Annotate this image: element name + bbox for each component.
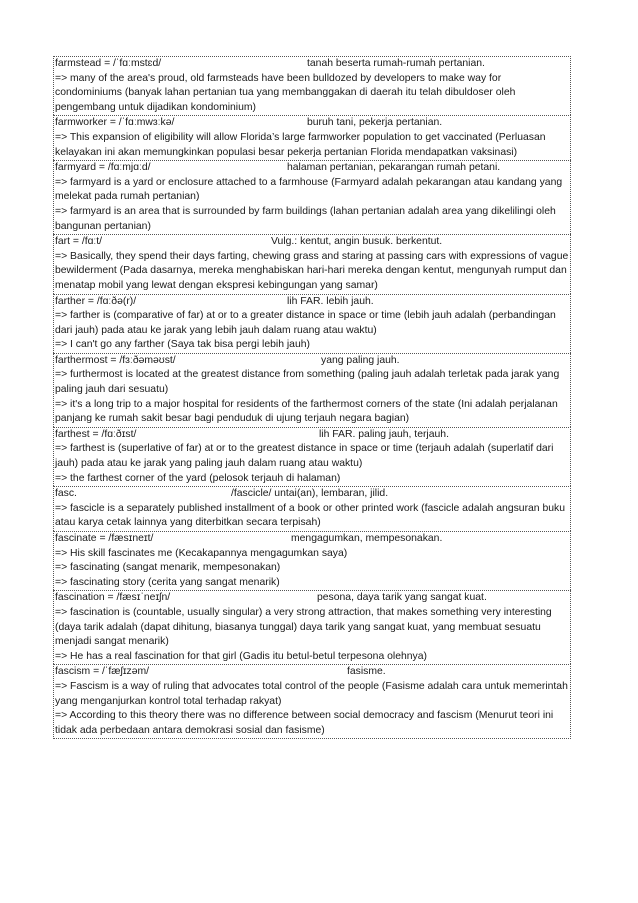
meaning: fasisme. [347,666,386,678]
dictionary-entry [53,664,571,739]
example-sentence: => farmyard is an area that is surrounded by farm buildings (lahan pertanian adalah area yang dikelilingi oleh bangunan pertanian) [55,205,556,232]
dictionary-entry [53,294,571,353]
meaning: lih FAR. lebih jauh. [287,295,374,307]
headword: fart = /fɑːt/ [55,236,103,248]
entry-header [55,57,569,72]
example-sentence: => farmyard is a yard or enclosure attached to a farmhouse (Farmyard adalah pekarangan atau kandang yang melekat pada rumah pertanian) [55,176,563,203]
entry-header [55,354,569,369]
example-sentence: => Fascism is a way of ruling that advocates total control of the people (Fasisme adalah cara untuk memerintah yang menganjurkan kontrol total terhadap rakyat) [55,680,568,707]
example-sentence: => This expansion of eligibility will allow Florida’s large farmworker population to get vaccinated (Perluasan kelayakan ini akan memungkinkan populasi besar pekerja pertanian Florida mendapatkan vaksinasi) [55,131,546,158]
headword: farmyard = /fɑːmjɑːd/ [55,162,151,174]
entry-header [55,235,569,250]
dictionary-entry [53,353,571,427]
example-sentence: => many of the area's proud, old farmsteads have been bulldozed by developers to make way for condominiums (banyak lahan pertanian tua yang membanggakan di daerah itu telah dibuldoser oleh pengembang untuk dijadikan kondominium) [55,72,516,113]
headword: fascination = /fæsɪˈneɪʃn/ [55,592,171,604]
example-sentence: => I can't go any farther (Saya tak bisa pergi lebih jauh) [55,339,310,351]
headword: farthest = /fɑːðɪst/ [55,428,137,440]
meaning: lih FAR. paling jauh, terjauh. [319,428,449,440]
example-sentence: => Basically, they spend their days farting, chewing grass and staring at passing cars with expressions of vague bewilderment (Pada dasarnya, mereka menghabiskan hari-hari mereka dengan kentut, mengunyah rumput dan menatap mobil yang lewat dengan ekspresi kebingungan yang samar) [55,250,569,291]
dictionary-page [53,56,571,739]
example-sentence: => furthermost is located at the greatest distance from something (paling jauh adalah terletak pada jarak yang paling jauh dari sesuatu) [55,369,560,396]
example-sentence: => According to this theory there was no difference between social democracy and fascism (Menurut teori ini tidak ada perbedaan antara demokrasi sosial dan fasisme) [55,710,554,736]
headword: farther = /fɑːðə(r)/ [55,295,137,307]
meaning: buruh tani, pekerja pertanian. [307,117,443,129]
example-sentence: => He has a real fascination for that girl (Gadis itu betul-betul terpesona olehnya) [55,650,427,662]
entry-header [55,487,569,502]
headword: farthermost = /fɜːðəməʊst/ [55,354,176,366]
entry-header [55,591,569,606]
meaning: mengagumkan, mempesonakan. [291,533,443,544]
example-sentence: => it's a long trip to a major hospital for residents of the farthermost corners of the state (Ini adalah perjalanan panjang ke rumah sakit besar bagi penduduk di ujung terjauh negara bagian) [55,398,558,425]
entry-header [55,295,569,310]
dictionary-entry [53,486,571,531]
entry-header [55,161,569,176]
example-sentence: => fascicle is a separately published installment of a book or other printed work (fascicle adalah angsuran buku atau karya cetak lainnya yang diterbitkan secara terpisah) [55,502,566,529]
dictionary-entry [53,234,571,293]
example-sentence: => His skill fascinates me (Kecakapannya mengagumkan saya) [55,547,348,559]
meaning: Vulg.: kentut, angin busuk. berkentut. [271,236,443,248]
example-sentence: => the farthest corner of the yard (pelosok terjauh di halaman) [55,472,341,484]
example-sentence: => farthest is (superlative of far) at or to the greatest distance in space or time (terjauh adalah (superlatif dari jauh) pada atau ke jarak yang paling jauh dalam ruang atau waktu) [55,443,554,470]
entry-header [55,116,569,131]
meaning: halaman pertanian, pekarangan rumah petani. [287,162,501,174]
headword: fascinate = /fæsɪneɪt/ [55,533,154,544]
dictionary-entry [53,115,571,160]
example-sentence: => fascinating story (cerita yang sangat menarik) [55,576,280,588]
headword: fascism = /ˈfæʃɪzəm/ [55,666,150,678]
headword: farmstead = /ˈfɑːmstɛd/ [55,58,162,69]
meaning: /fascicle/ untai(an), lembaran, jilid. [231,488,389,500]
entry-header [55,665,569,680]
headword: fasc. [55,488,77,500]
meaning: yang paling jauh. [321,354,400,366]
entry-header [55,428,569,443]
meaning: pesona, daya tarik yang sangat kuat. [317,592,487,604]
dictionary-entry [53,56,571,115]
example-sentence: => fascinating (sangat menarik, mempesonakan) [55,562,281,574]
entry-header [55,532,569,547]
headword: farmworker = /ˈfɑːmwɜːkə/ [55,117,175,129]
dictionary-entry [53,531,571,590]
dictionary-entry [53,590,571,664]
dictionary-entry [53,427,571,486]
dictionary-entry [53,160,571,234]
meaning: tanah beserta rumah-rumah pertanian. [307,58,485,69]
example-sentence: => farther is (comparative of far) at or to a greater distance in space or time (lebih jauh adalah (perbandingan dari jauh) pada atau ke jarak yang lebih jauh dalam ruang atau waktu) [55,310,556,336]
example-sentence: => fascination is (countable, usually singular) a very strong attraction, that makes something very interesting (daya tarik adalah (dapat dihitung, biasanya tunggal) daya tarik yang sangat kuat, yang membuat sesuatu menjadi sangat menarik) [55,606,552,648]
